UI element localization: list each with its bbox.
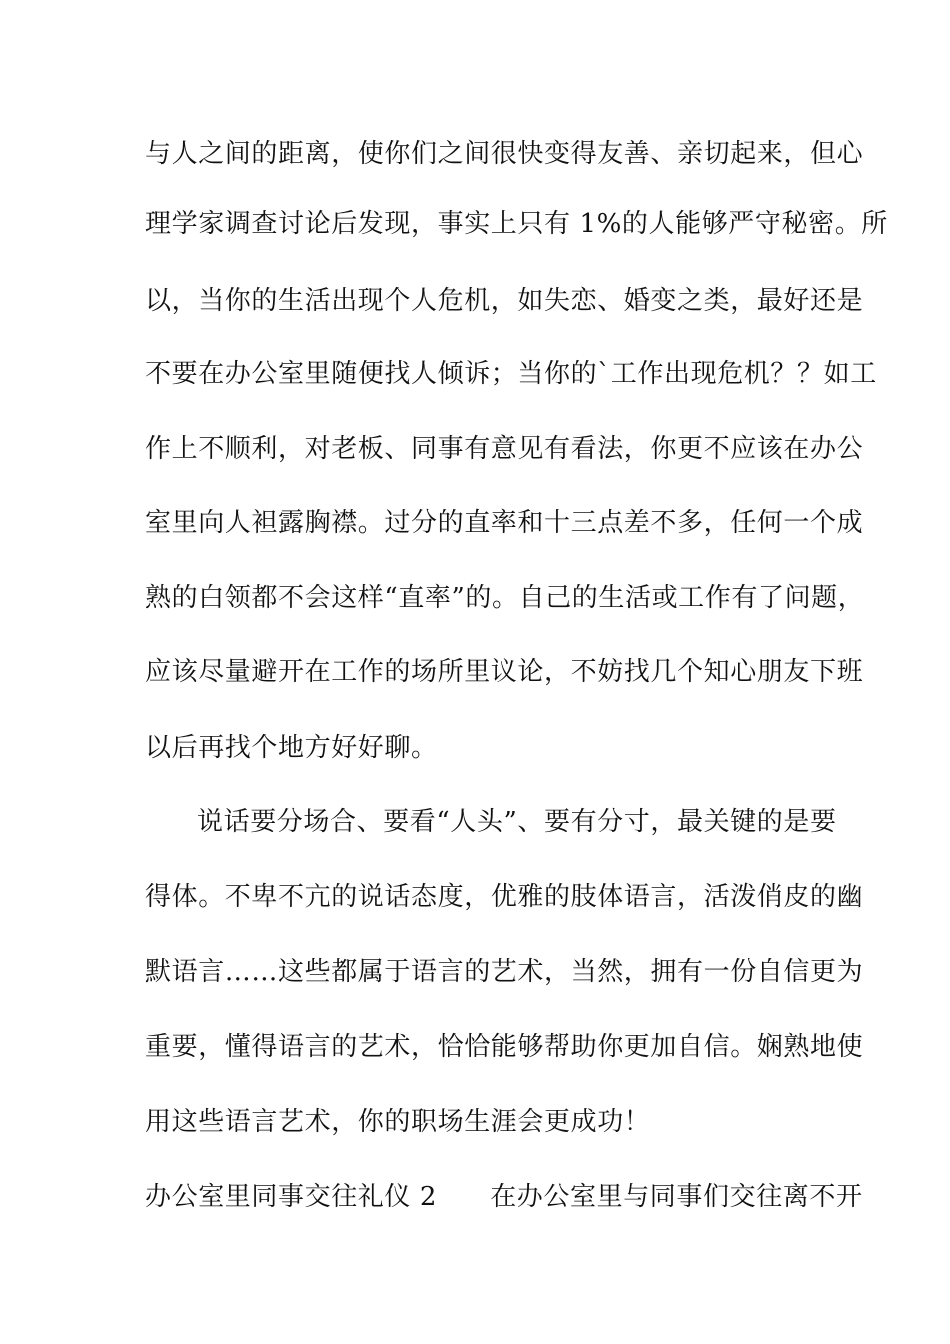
paragraph-line: 重要，懂得语言的艺术，恰恰能够帮助你更加自信。娴熟地使 [145, 1032, 864, 1062]
paragraph-line: 不要在办公室里随便找人倾诉；当你的`工作出现危机？？如工 [145, 359, 877, 389]
paragraph-line: 得体。不卑不亢的说话态度，优雅的肢体语言，活泼俏皮的幽 [145, 882, 864, 912]
paragraph-line: 用这些语言艺术，你的职场生涯会更成功！ [145, 1107, 651, 1137]
paragraph-line: 理学家调查讨论后发现，事实上只有 1%的人能够严守秘密。所 [145, 209, 888, 239]
paragraph-line: 室里向人袒露胸襟。过分的直率和十三点差不多，任何一个成 [145, 508, 864, 538]
paragraph-line: 与人之间的距离，使你们之间很快变得友善、亲切起来，但心 [145, 139, 864, 169]
paragraph-line: 以，当你的生活出现个人危机，如失恋、婚变之类，最好还是 [145, 286, 864, 316]
section-heading-line: 办公室里同事交往礼仪 2 在办公室里与同事们交往离不开 [145, 1182, 863, 1212]
paragraph-line: 应该尽量避开在工作的场所里议论，不妨找几个知心朋友下班 [145, 657, 864, 687]
paragraph-line: 作上不顺利，对老板、同事有意见有看法，你更不应该在办公 [145, 434, 864, 464]
paragraph-line: 默语言……这些都属于语言的艺术，当然，拥有一份自信更为 [145, 957, 864, 987]
paragraph-line: 以后再找个地方好好聊。 [145, 733, 438, 763]
paragraph-line: 熟的白领都不会这样“直率”的。自己的生活或工作有了问题， [145, 583, 865, 613]
paragraph-line: 说话要分场合、要看“人头”、要有分寸，最关键的是要 [197, 807, 837, 837]
